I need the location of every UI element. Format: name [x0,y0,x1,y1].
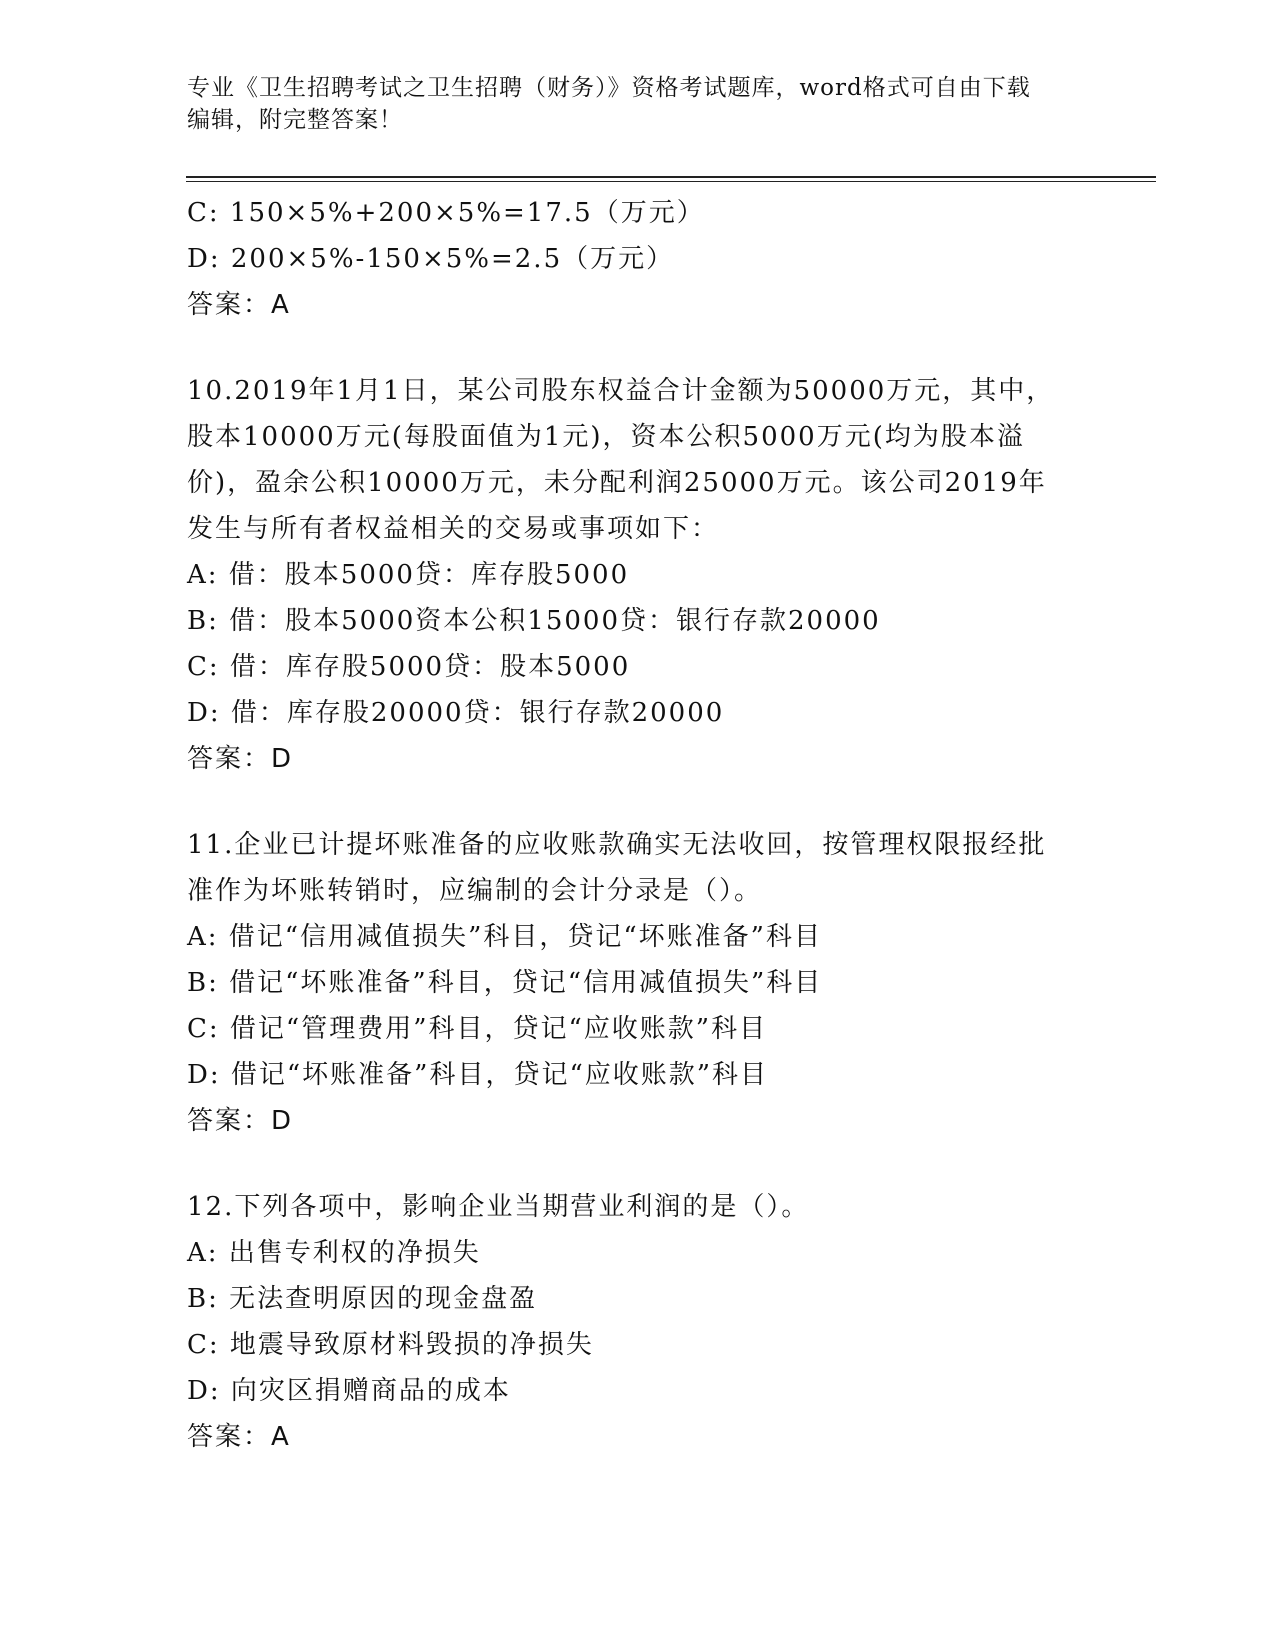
option-a: A: 出售专利权的净损失 [187,1238,481,1268]
option-d: D: 200×5%-150×5%=2.5（万元） [187,244,675,274]
option-b: B: 借：股本5000资本公积15000贷：银行存款20000 [187,606,881,636]
page-header [187,72,1087,136]
option-b: B: 借记“坏账准备”科目，贷记“信用减值损失”科目 [187,968,823,998]
spacer [187,782,1087,822]
option-b: B: 无法查明原因的现金盘盈 [187,1284,538,1314]
option-c: C: 地震导致原材料毁损的净损失 [187,1330,594,1360]
option-a: A: 借记“信用减值损失”科目，贷记“坏账准备”科目 [187,922,822,952]
option-c: C: 借：库存股5000贷：股本5000 [187,652,631,682]
stem-line: 12.下列各项中，影响企业当期营业利润的是（）。 [187,1192,810,1222]
stem-line: 价)，盈余公积10000万元，未分配利润25000万元。该公司2019年 [187,468,1047,498]
option-c: C: 借记“管理费用”科目，贷记“应收账款”科目 [187,1014,768,1044]
stem-line: 10.2019年1月1日，某公司股东权益合计金额为50000万元，其中， [187,376,1055,406]
answer-line: 答案：D [187,744,294,774]
answer-line: 答案：A [187,1422,291,1452]
question-12 [187,1184,1087,1460]
header-line-1: 专业《卫生招聘考试之卫生招聘（财务）》资格考试题库，word格式可自由下载 [187,75,1031,101]
spacer [187,1144,1087,1184]
option-a: A: 借：股本5000贷：库存股5000 [187,560,630,590]
answer-line: 答案：A [187,290,291,320]
question-stem [187,368,1087,552]
option-d: D: 向灾区捐赠商品的成本 [187,1376,511,1406]
question-11 [187,822,1087,1144]
stem-line: 发生与所有者权益相关的交易或事项如下： [187,514,720,544]
header-line-2: 编辑，附完整答案！ [187,107,403,133]
question-stem [187,822,1087,914]
stem-line: 股本10000万元(每股面值为1元)，资本公积5000万元(均为股本溢 [187,422,1025,452]
option-d: D: 借：库存股20000贷：银行存款20000 [187,698,725,728]
stem-line: 11.企业已计提坏账准备的应收账款确实无法收回，按管理权限报经批 [187,830,1047,860]
spacer [187,328,1087,368]
question-content [187,190,1087,1460]
question-10 [187,368,1087,782]
header-rule-thick [186,176,1156,178]
option-d: D: 借记“坏账准备”科目，贷记“应收账款”科目 [187,1060,769,1090]
stem-line: 准作为坏账转销时，应编制的会计分录是（）。 [187,876,763,906]
answer-line: 答案：D [187,1106,294,1136]
question-9-tail [187,190,1087,328]
header-rule-thin [186,181,1156,182]
option-c: C: 150×5%+200×5%=17.5（万元） [187,198,705,228]
question-stem [187,1184,1087,1230]
